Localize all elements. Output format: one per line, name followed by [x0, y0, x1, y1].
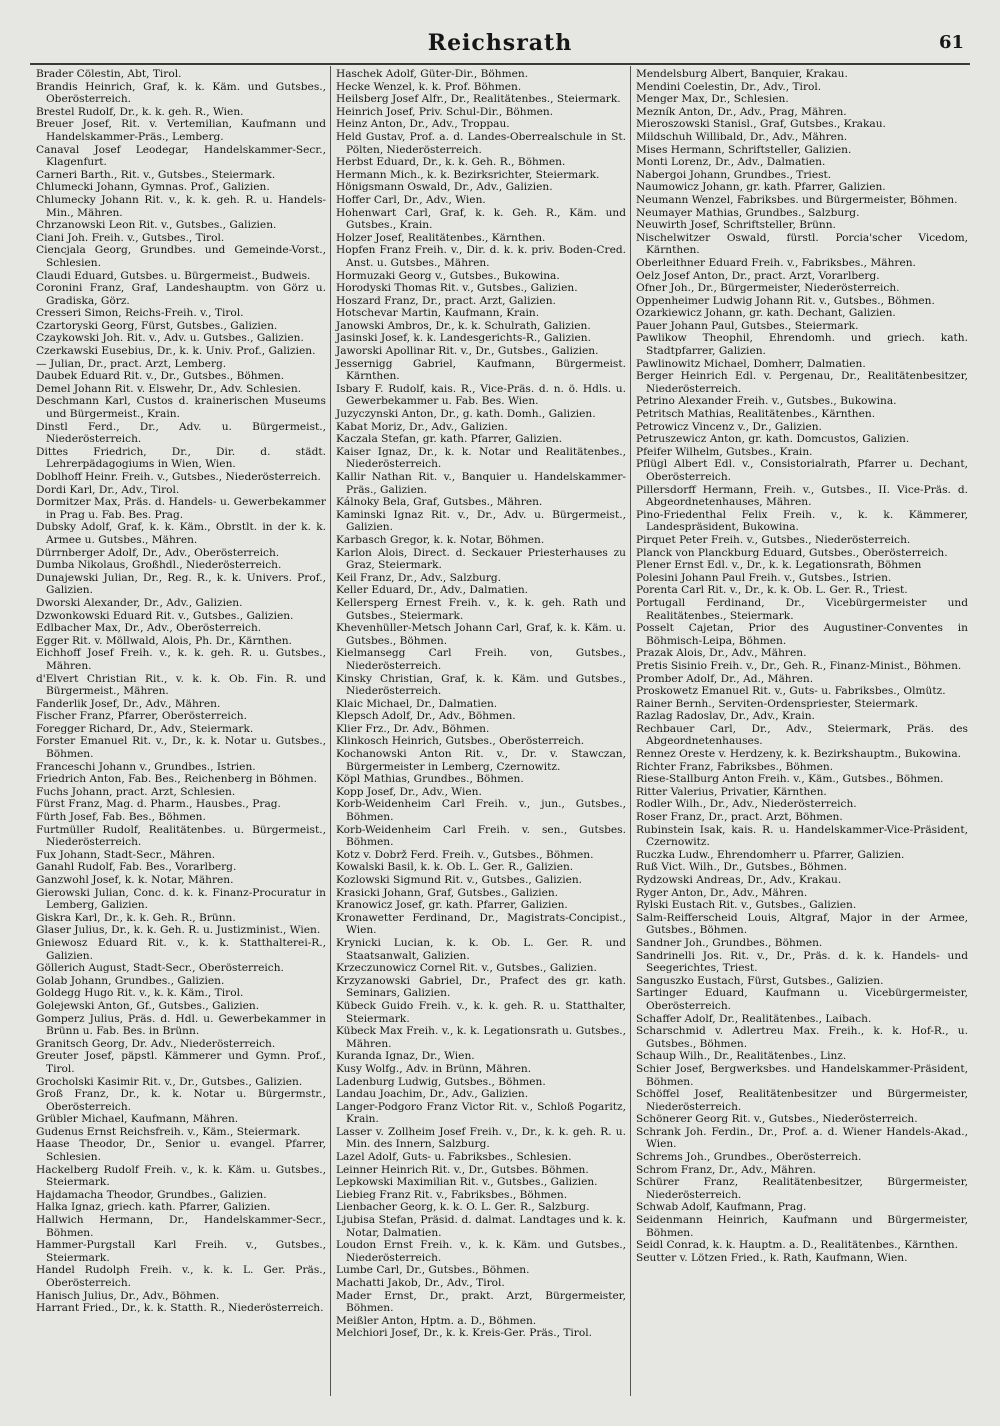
- directory-entry: Dumba Nikolaus, Großhdl., Niederösterreich.: [36, 559, 282, 572]
- directory-entry: Kusy Wolfg., Adv. in Brünn, Mähren.: [336, 1062, 532, 1075]
- directory-entry: Schaffer Adolf, Dr., Realitätenbes., Laibach.: [636, 1012, 872, 1025]
- directory-entry: Kaiser Ignaz, Dr., k. k. Notar und Realitätenbes., Niederösterreich.: [336, 445, 626, 471]
- directory-entry: Harrant Fried., Dr., k. k. Statth. R., Niederösterreich.: [36, 1302, 324, 1315]
- directory-entry: Plener Ernst Edl. v., Dr., k. k. Legationsrath, Böhmen: [636, 559, 922, 572]
- directory-entry: Kallir Nathan Rit. v., Banquier u. Handelskammer-Präs., Galizien.: [336, 471, 626, 496]
- directory-entry: Golab Johann, Grundbes., Galizien.: [36, 974, 225, 987]
- page-title: Reichsrath: [427, 30, 573, 56]
- directory-entry: Kranowicz Josef, gr. kath. Pfarrer, Galizien.: [336, 899, 568, 912]
- directory-entry: Hönigsmann Oswald, Dr., Adv., Galizien.: [336, 181, 553, 194]
- directory-entry: Ryger Anton, Dr., Adv., Mähren.: [636, 886, 808, 899]
- directory-entry: Mises Hermann, Schriftsteller, Galizien.: [636, 143, 852, 156]
- directory-entry: Seidl Conrad, k. k. Hauptm. a. D., Realitätenbes., Kärnthen.: [636, 1239, 958, 1252]
- directory-entry: Kabat Moriz, Dr., Adv., Galizien.: [336, 420, 508, 433]
- directory-entry: Heinrich Josef, Priv. Schul-Dir., Böhmen.: [336, 105, 554, 118]
- directory-entry: Horodyski Thomas Rit. v., Gutsbes., Galizien.: [336, 282, 578, 295]
- directory-entry: Deschmann Karl, Custos d. krainerischen Museums und Bürgermeist., Krain.: [36, 395, 326, 421]
- directory-entry: Karlon Alois, Direct. d. Seckauer Priesterhauses zu Graz, Steiermark.: [336, 546, 626, 572]
- directory-entry: Oppenheimer Ludwig Johann Rit. v., Gutsbes., Böhmen.: [636, 294, 935, 307]
- directory-entry: Kopp Josef, Dr., Adv., Wien.: [336, 785, 482, 798]
- directory-entry: Kuranda Ignaz, Dr., Wien.: [336, 1050, 475, 1063]
- directory-entry: Petrino Alexander Freih. v., Gutsbes., Bukowina.: [636, 395, 897, 408]
- directory-entry: Sartinger Eduard, Kaufmann u. Vicebürgermeister, Oberösterreich.: [636, 987, 968, 1012]
- directory-entry: Dürrnberger Adolf, Dr., Adv., Oberösterreich.: [36, 546, 280, 559]
- directory-entry: Coronini Franz, Graf, Landeshauptm. von Görz u. Gradiska, Görz.: [36, 282, 326, 307]
- directory-entry: Edlbacher Max, Dr., Adv., Oberösterreich.: [36, 622, 262, 635]
- directory-entry: Fuchs Johann, pract. Arzt, Schlesien.: [36, 785, 236, 798]
- directory-entry: Klier Frz., Dr. Adv., Böhmen.: [336, 722, 490, 735]
- directory-entry: Khevenhüller-Metsch Johann Carl, Graf, k. k. Käm. u. Gutsbes., Böhmen.: [336, 622, 626, 647]
- directory-entry: Kaczala Stefan, gr. kath. Pfarrer, Galizien.: [336, 433, 563, 446]
- directory-entry: Ladenburg Ludwig, Gutsbes., Böhmen.: [336, 1075, 546, 1088]
- directory-entry: Klaic Michael, Dr., Dalmatien.: [336, 697, 498, 710]
- directory-entry: Kellersperg Ernest Freih. v., k. k. geh. Rath und Gutsbes., Steiermark.: [336, 596, 626, 622]
- directory-entry: Riese-Stallburg Anton Freih. v., Käm., Gutsbes., Böhmen.: [636, 773, 944, 786]
- directory-entry: Kowalski Basil, k. k. Ob. L. Ger. R., Galizien.: [336, 861, 574, 874]
- directory-entry: Chrzanowski Leon Rit. v., Gutsbes., Galizien.: [36, 219, 277, 232]
- directory-entry: Pillersdorff Hermann, Freih. v., Gutsbes., II. Vice-Präs. d. Abgeordnetenhauses, Mähren.: [636, 483, 968, 509]
- directory-entry: Pawlikow Theophil, Ehrendomh. und griech. kath. Stadtpfarrer, Galizien.: [636, 332, 968, 358]
- directory-entry: — Julian, Dr., pract. Arzt, Lemberg.: [36, 357, 227, 370]
- directory-entry: Claudi Eduard, Gutsbes. u. Bürgermeist., Budweis.: [36, 269, 311, 282]
- directory-entry: Furtmüller Rudolf, Realitätenbes. u. Bürgermeist., Niederösterreich.: [36, 823, 326, 849]
- directory-entry: Dinstl Ferd., Dr., Adv. u. Bürgermeist., Niederösterreich.: [36, 420, 326, 446]
- directory-entry: Rubinstein Isak, kais. R. u. Handelskammer-Vice-Präsident, Czernowitz.: [636, 823, 968, 849]
- directory-entry: Ruczka Ludw., Ehrendomherr u. Pfarrer, Galizien.: [636, 848, 905, 861]
- directory-entry: Lumbe Carl, Dr., Gutsbes., Böhmen.: [336, 1264, 530, 1277]
- directory-entry: Mezník Anton, Dr., Adv., Prag, Mähren.: [636, 105, 847, 118]
- directory-entry: Dormitzer Max, Präs. d. Handels- u. Gewerbekammer in Prag u. Fab. Bes. Prag.: [36, 496, 326, 521]
- directory-entry: Nabergoi Johann, Grundbes., Triest.: [636, 168, 832, 181]
- directory-entry: Landau Joachim, Dr., Adv., Galizien.: [336, 1088, 529, 1101]
- directory-entry: Kaminski Ignaz Rit. v., Dr., Adv. u. Bürgermeist., Galizien.: [336, 508, 626, 534]
- directory-entry: Schwab Adolf, Kaufmann, Prag.: [636, 1201, 807, 1214]
- directory-entry: Heinz Anton, Dr., Adv., Troppau.: [336, 118, 510, 131]
- directory-entry: Dworski Alexander, Dr., Adv., Galizien.: [36, 596, 243, 609]
- directory-entry: Brader Cölestin, Abt, Tirol.: [36, 68, 182, 80]
- directory-entry: Gudenus Ernst Reichsfreih. v., Käm., Steiermark.: [36, 1125, 301, 1138]
- directory-entry: Kronawetter Ferdinand, Dr., Magistrats-Concipist., Wien.: [336, 911, 626, 937]
- directory-entry: Roser Franz, Dr., pract. Arzt, Böhmen.: [636, 811, 843, 824]
- directory-entry: Hoffer Carl, Dr., Adv., Wien.: [336, 193, 486, 206]
- directory-entry: Dittes Friedrich, Dr., Dir. d. städt. Lehrerpädagogiums in Wien, Wien.: [36, 445, 326, 471]
- directory-entry: Neumann Wenzel, Fabriksbes. und Bürgermeister, Böhmen.: [636, 193, 958, 206]
- directory-entry: Kotz v. Dobrž Ferd. Freih. v., Gutsbes., Böhmen.: [336, 848, 594, 861]
- directory-entry: Ozarkiewicz Johann, gr. kath. Dechant, Galizien.: [636, 307, 896, 320]
- directory-entry: Ciencjala Georg, Grundbes. und Gemeinde-Vorst., Schlesien.: [36, 244, 326, 269]
- directory-entry: Klepsch Adolf, Dr., Adv., Böhmen.: [336, 710, 516, 723]
- directory-entry: Schrank Joh. Ferdin., Dr., Prof. a. d. Wiener Handels-Akad., Wien.: [636, 1125, 968, 1151]
- directory-entry: d'Elvert Christian Rit., v. k. k. Ob. Fin. R. und Bürgermeist., Mähren.: [36, 672, 326, 698]
- directory-entry: Forster Emanuel Rit. v., Dr., k. k. Notar u. Gutsbes., Böhmen.: [36, 735, 326, 761]
- directory-entry: Gomperz Julius, Präs. d. Hdl. u. Gewerbekammer in Brünn u. Fab. Bes. in Brünn.: [36, 1012, 326, 1038]
- directory-entry: Handel Rudolph Freih. v., k. k. L. Ger. Präs., Oberösterreich.: [36, 1264, 326, 1289]
- directory-entry: Leinner Heinrich Rit. v., Dr., Gutsbes. Böhmen.: [336, 1163, 589, 1176]
- directory-entry: Rennez Oreste v. Herdzeny, k. k. Bezirkshauptm., Bukowina.: [636, 748, 962, 761]
- directory-entry: Jessernigg Gabriel, Kaufmann, Bürgermeist. Kärnthen.: [336, 357, 626, 383]
- directory-entry: Greuter Josef, päpstl. Kämmerer und Gymn. Prof., Tirol.: [36, 1050, 326, 1075]
- directory-entry: Fischer Franz, Pfarrer, Oberösterreich.: [36, 710, 247, 723]
- directory-entry: Pawlinowitz Michael, Domherr, Dalmatien.: [636, 357, 866, 370]
- directory-entry: Rechbauer Carl, Dr., Adv., Steiermark, Präs. des Abgeordnetenhauses.: [636, 722, 968, 748]
- directory-entry: Schönerer Georg Rit. v., Gutsbes., Niederösterreich.: [636, 1113, 918, 1126]
- column-left: [30, 66, 330, 1406]
- directory-entry: Doblhoff Heinr. Freih. v., Gutsbes., Niederösterreich.: [36, 471, 321, 483]
- directory-entry: Mendini Coelestin, Dr., Adv., Tirol.: [636, 80, 822, 93]
- directory-entry: Schöffel Josef, Realitätenbesitzer und Bürgermeister, Niederösterreich.: [636, 1088, 968, 1113]
- directory-entry: Grocholski Kasimir Rit. v., Dr., Gutsbes., Galizien.: [36, 1075, 303, 1088]
- directory-entry: Pflügl Albert Edl. v., Consistorialrath, Pfarrer u. Dechant, Oberösterreich.: [636, 458, 968, 483]
- directory-entry: Sanguszko Eustach, Fürst, Gutsbes., Galizien.: [636, 974, 884, 987]
- directory-entry: Neumayer Mathias, Grundbes., Salzburg.: [636, 206, 860, 219]
- directory-entry: Golejewski Anton, Gf., Gutsbes., Galizien.: [36, 999, 260, 1012]
- directory-entry: Monti Lorenz, Dr., Adv., Dalmatien.: [636, 156, 826, 169]
- directory-entry: Meißler Anton, Hptm. a. D., Böhmen.: [336, 1314, 537, 1327]
- directory-entry: Jaworski Apollinar Rit. v., Dr., Gutsbes., Galizien.: [336, 345, 599, 358]
- directory-entry: Ljubisa Stefan, Präsid. d. dalmat. Landtages und k. k. Notar, Dalmatien.: [336, 1214, 626, 1239]
- directory-entry: Planck von Planckburg Eduard, Gutsbes., Oberösterreich.: [636, 546, 948, 559]
- directory-entry: Polesini Johann Paul Freih. v., Gutsbes., Istrien.: [636, 571, 892, 584]
- directory-entry: Kübeck Max Freih. v., k. k. Legationsrath u. Gutsbes., Mähren.: [336, 1025, 626, 1050]
- directory-entry: Cresseri Simon, Reichs-Freih. v., Tirol.: [36, 307, 244, 320]
- directory-entry: Groß Franz, Dr., k. k. Notar u. Bürgermstr., Oberösterreich.: [36, 1088, 326, 1113]
- directory-entry: Janowski Ambros, Dr., k. k. Schulrath, Galizien.: [336, 319, 591, 332]
- directory-entry: Hermann Mich., k. k. Bezirksrichter, Steiermark.: [336, 168, 600, 181]
- directory-entry: Seutter v. Lötzen Fried., k. Rath, Kaufmann, Wien.: [636, 1251, 908, 1264]
- directory-entry: Dunajewski Julian, Dr., Reg. R., k. k. Univers. Prof., Galizien.: [36, 571, 326, 597]
- directory-entry: Proskowetz Emanuel Rit. v., Guts- u. Fabriksbes., Olmütz.: [636, 685, 946, 698]
- directory-entry: Hotschevar Martin, Kaufmann, Krain.: [336, 307, 540, 320]
- directory-entry: Mendelsburg Albert, Banquier, Krakau.: [636, 68, 848, 80]
- directory-entry: Czerkawski Eusebius, Dr., k. k. Univ. Prof., Galizien.: [36, 345, 316, 358]
- directory-entry: Jasinski Josef, k. k. Landesgerichts-R., Galizien.: [336, 332, 591, 345]
- directory-entry: Breuer Josef, Rit. v. Vertemilian, Kaufmann und Handelskammer-Präs., Lemberg.: [36, 118, 326, 143]
- directory-entry: Richter Franz, Fabriksbes., Böhmen.: [636, 760, 834, 773]
- directory-entry: Keller Eduard, Dr., Adv., Dalmatien.: [336, 584, 529, 597]
- directory-entry: Eichhoff Josef Freih. v., k. k. geh. R. u. Gutsbes., Mähren.: [36, 647, 326, 672]
- directory-entry: Köpl Mathias, Grundbes., Böhmen.: [336, 773, 524, 786]
- directory-entry: Schrom Franz, Dr., Adv., Mähren.: [636, 1163, 817, 1176]
- directory-entry: Chlumecky Johann Rit. v., k. k. geh. R. u. Handels-Min., Mähren.: [36, 193, 326, 219]
- directory-entry: Klinkosch Heinrich, Gutsbes., Oberösterreich.: [336, 735, 585, 748]
- directory-entry: Gniewosz Eduard Rit. v., k. k. Statthalterei-R., Galizien.: [36, 936, 326, 962]
- directory-entry: Canaval Josef Leodegar, Handelskammer-Secr., Klagenfurt.: [36, 143, 326, 169]
- directory-entry: Heilsberg Josef Alfr., Dr., Realitätenbes., Steiermark.: [336, 93, 621, 106]
- directory-entry: Sandner Joh., Grundbes., Böhmen.: [636, 936, 823, 949]
- directory-entry: Keil Franz, Dr., Adv., Salzburg.: [336, 571, 502, 584]
- directory-entry: Scharschmid v. Adlertreu Max. Freih., k. k. Hof-R., u. Gutsbes., Böhmen.: [636, 1025, 968, 1050]
- directory-entry: Halka Ignaz, griech. kath. Pfarrer, Galizien.: [36, 1201, 271, 1214]
- directory-entry: Foregger Richard, Dr., Adv., Steiermark.: [36, 722, 254, 735]
- directory-entry: Goldegg Hugo Rit. v., k. k. Käm., Tirol.: [36, 987, 244, 1000]
- directory-entry: Fürst Franz, Mag. d. Pharm., Hausbes., Prag.: [36, 798, 281, 811]
- directory-entry: Haase Theodor, Dr., Senior u. evangel. Pfarrer, Schlesien.: [36, 1138, 326, 1164]
- directory-entry: Hanisch Julius, Dr., Adv., Böhmen.: [36, 1289, 220, 1302]
- directory-entry: Hohenwart Carl, Graf, k. k. Geh. R., Käm. und Gutsbes., Krain.: [336, 206, 626, 232]
- directory-entry: Ciani Joh. Freih. v., Gutsbes., Tirol.: [36, 231, 225, 244]
- directory-entry: Hopfen Franz Freih. v., Dir. d. k. k. priv. Boden-Cred. Anst. u. Gutsbes., Mähren.: [336, 244, 626, 269]
- directory-entry: Hormuzaki Georg v., Gutsbes., Bukowina.: [336, 269, 560, 282]
- directory-entry: Menger Max, Dr., Schlesien.: [636, 93, 789, 106]
- directory-entry: Schrems Joh., Grundbes., Oberösterreich.: [636, 1151, 862, 1164]
- column-right: [630, 66, 972, 1406]
- directory-entry: Juzyczynski Anton, Dr., g. kath. Domh., Galizien.: [336, 408, 596, 421]
- directory-entry: Petrowicz Vincenz v., Dr., Galizien.: [636, 420, 822, 433]
- directory-entry: Krynicki Lucian, k. k. Ob. L. Ger. R. und Staatsanwalt, Galizien.: [336, 936, 626, 962]
- directory-entry: Hammer-Purgstall Karl Freih. v., Gutsbes., Steiermark.: [36, 1239, 326, 1264]
- directory-entry: Krzyzanowski Gabriel, Dr., Prafect des gr. kath. Seminars, Galizien.: [336, 974, 626, 1000]
- directory-entry: Mildschuh Willibald, Dr., Adv., Mähren.: [636, 130, 848, 143]
- directory-entry: Portugall Ferdinand, Dr., Vicebürgermeister und Realitätenbes., Steiermark.: [636, 596, 968, 622]
- directory-entry: Rydzowski Andreas, Dr., Adv., Krakau.: [636, 874, 842, 886]
- directory-entry: Kübeck Guido Freih. v., k. k. geh. R. u. Statthalter, Steiermark.: [336, 999, 626, 1025]
- directory-entry: Korb-Weidenheim Carl Freih. v. sen., Gutsbes. Böhmen.: [336, 823, 626, 849]
- directory-entry: Pauer Johann Paul, Gutsbes., Steiermark.: [636, 319, 859, 332]
- directory-entry: Petruszewicz Anton, gr. kath. Domcustos, Galizien.: [636, 433, 910, 446]
- directory-entry: Loudon Ernst Freih. v., k. k. Käm. und Gutsbes., Niederösterreich.: [336, 1239, 626, 1264]
- directory-entry: Dzwonkowski Eduard Rit. v., Gutsbes., Galizien.: [36, 609, 294, 622]
- directory-entry: Hecke Wenzel, k. k. Prof. Böhmen.: [336, 80, 522, 93]
- directory-entry: Franceschi Johann v., Grundbes., Istrien.: [36, 760, 256, 773]
- directory-entry: Fürth Josef, Fab. Bes., Böhmen.: [36, 811, 206, 824]
- directory-entry: Petritsch Mathias, Realitätenbes., Kärnthen.: [636, 408, 876, 421]
- directory-entry: Krasicki Johann, Graf, Gutsbes., Galizien.: [336, 886, 559, 899]
- directory-entry: Ganahl Rudolf, Fab. Bes., Vorarlberg.: [36, 861, 237, 874]
- directory-entry: Oberleithner Eduard Freih. v., Fabriksbes., Mähren.: [636, 256, 916, 269]
- directory-entry: Mieroszowski Stanisl., Graf, Gutsbes., Krakau.: [636, 118, 886, 131]
- directory-entry: Ritter Valerius, Privatier, Kärnthen.: [636, 785, 827, 798]
- directory-entry: Fux Johann, Stadt-Secr., Mähren.: [36, 848, 216, 861]
- directory-entry: Pfeifer Wilhelm, Gutsbes., Krain.: [636, 445, 813, 458]
- directory-entry: Salm-Reifferscheid Louis, Altgraf, Major in der Armee, Gutsbes., Böhmen.: [636, 911, 968, 937]
- directory-entry: Dubsky Adolf, Graf, k. k. Käm., Obrstlt. in der k. k. Armee u. Gutsbes., Mähren.: [36, 521, 326, 546]
- directory-entry: Czaykowski Joh. Rit. v., Adv. u. Gutsbes., Galizien.: [36, 332, 304, 345]
- directory-entry: Brandis Heinrich, Graf, k. k. Käm. und Gutsbes., Oberösterreich.: [36, 80, 326, 106]
- directory-entry: Held Gustav, Prof. a. d. Landes-Oberrealschule in St. Pölten, Niederösterreich.: [336, 130, 626, 156]
- directory-entry: Machatti Jakob, Dr., Adv., Tirol.: [336, 1277, 505, 1289]
- directory-entry: Krzeczunowicz Cornel Rit. v., Gutsbes., Galizien.: [336, 962, 597, 975]
- directory-entry: Kinsky Christian, Graf, k. k. Käm. und Gutsbes., Niederösterreich.: [336, 672, 626, 698]
- directory-entry: Posselt Cajetan, Prior des Augustiner-Conventes in Böhmisch-Leipa, Böhmen.: [636, 622, 968, 647]
- directory-entry: Razlag Radoslav, Dr., Adv., Krain.: [636, 710, 815, 723]
- directory-entry: Carneri Barth., Rit. v., Gutsbes., Steiermark.: [36, 168, 276, 181]
- directory-entry: Fanderlik Josef, Dr., Adv., Mähren.: [36, 697, 221, 710]
- directory-entry: Kálnoky Bela, Graf, Gutsbes., Mähren.: [336, 496, 543, 509]
- directory-entry: Porenta Carl Rit. v., Dr., k. k. Ob. L. Ger. R., Triest.: [636, 584, 908, 597]
- directory-entry: Naumowicz Johann, gr. kath. Pfarrer, Galizien.: [636, 181, 886, 194]
- directory-entry: Kochanowski Anton Rit. v., Dr. v. Stawczan, Bürgermeister in Lemberg, Czernowitz.: [336, 748, 626, 773]
- directory-entry: Egger Rit. v. Möllwald, Alois, Ph. Dr., Kärnthen.: [36, 634, 292, 647]
- directory-entry: Czartoryski Georg, Fürst, Gutsbes., Galizien.: [36, 319, 278, 332]
- directory-entry: Oelz Josef Anton, Dr., pract. Arzt, Vorarlberg.: [636, 269, 880, 282]
- directory-entry: Prazak Alois, Dr., Adv., Mähren.: [636, 647, 807, 660]
- directory-entry: Pino-Friedenthal Felix Freih. v., k. k. Kämmerer, Landespräsident, Bukowina.: [636, 508, 968, 534]
- directory-entry: Schaup Wilh., Dr., Realitätenbes., Linz.: [636, 1050, 847, 1063]
- directory-entry: Grübler Michael, Kaufmann, Mähren.: [36, 1113, 239, 1126]
- directory-entry: Melchiori Josef, Dr., k. k. Kreis-Ger. Präs., Tirol.: [336, 1327, 592, 1340]
- directory-entry: Gierowski Julian, Conc. d. k. k. Finanz-Procuratur in Lemberg, Galizien.: [36, 886, 326, 912]
- directory-entry: Rodler Wilh., Dr., Adv., Niederösterreich.: [636, 798, 857, 811]
- directory-entry: Brestel Rudolf, Dr., k. k. geh. R., Wien.: [36, 105, 244, 118]
- directory-entry: Pirquet Peter Freih. v., Gutsbes., Niederösterreich.: [636, 533, 911, 546]
- directory-entry: Lienbacher Georg, k. k. O. L. Ger. R., Salzburg.: [336, 1201, 590, 1214]
- directory-entry: Lepkowski Maximilian Rit. v., Gutsbes., Galizien.: [336, 1176, 598, 1189]
- directory-entry: Kielmansegg Carl Freih. von, Gutsbes., Niederösterreich.: [336, 647, 626, 672]
- directory-entry: Herbst Eduard, Dr., k. k. Geh. R., Böhmen.: [336, 156, 566, 169]
- directory-entry: Rainer Bernh., Serviten-Ordenspriester, Steiermark.: [636, 697, 919, 710]
- directory-entry: Karbasch Gregor, k. k. Notar, Böhmen.: [336, 533, 545, 546]
- directory-entry: Giskra Karl, Dr., k. k. Geh. R., Brünn.: [36, 911, 236, 924]
- directory-entry: Ruß Vict. Wilh., Dr., Gutsbes., Böhmen.: [636, 861, 847, 874]
- directory-entry: Ganzwohl Josef, k. k. Notar, Mähren.: [36, 874, 234, 886]
- directory-entry: Hackelberg Rudolf Freih. v., k. k. Käm. u. Gutsbes., Steiermark.: [36, 1163, 326, 1189]
- header-rule: [30, 63, 970, 65]
- directory-entry: Holzer Josef, Realitätenbes., Kärnthen.: [336, 231, 546, 244]
- directory-entry: Isbary F. Rudolf, kais. R., Vice-Präs. d. n. ö. Hdls. u. Gewerbekammer u. Fab. Bes. Wien.: [336, 382, 626, 408]
- directory-entry: Friedrich Anton, Fab. Bes., Reichenberg in Böhmen.: [36, 773, 317, 786]
- directory-entry: Dordi Karl, Dr., Adv., Tirol.: [36, 483, 180, 496]
- directory-entry: Ofner Joh., Dr., Bürgermeister, Niederösterreich.: [636, 282, 900, 295]
- directory-entry: Korb-Weidenheim Carl Freih. v., jun., Gutsbes., Böhmen.: [336, 798, 626, 824]
- directory-entry: Chlumecki Johann, Gymnas. Prof., Galizien.: [36, 181, 270, 194]
- directory-entry: Lazel Adolf, Guts- u. Fabriksbes., Schlesien.: [336, 1151, 572, 1164]
- directory-entry: Lasser v. Zollheim Josef Freih. v., Dr., k. k. geh. R. u. Min. des Innern, Salzburg.: [336, 1125, 626, 1151]
- directory-entry: Pretis Sisinio Freih. v., Dr., Geh. R., Finanz-Minist., Böhmen.: [636, 659, 962, 672]
- column-middle: [330, 66, 630, 1406]
- directory-entry: Granitsch Georg, Dr. Adv., Niederösterreich.: [36, 1037, 276, 1050]
- directory-entry: Haschek Adolf, Güter-Dir., Böhmen.: [336, 68, 529, 80]
- directory-entry: Hallwich Hermann, Dr., Handelskammer-Secr., Böhmen.: [36, 1214, 326, 1239]
- directory-entry: Schier Josef, Bergwerksbes. und Handelskammer-Präsident, Böhmen.: [636, 1062, 968, 1088]
- directory-entry: Promber Adolf, Dr., Ad., Mähren.: [636, 672, 814, 685]
- directory-entry: Glaser Julius, Dr., k. k. Geh. R. u. Justizminist., Wien.: [36, 924, 321, 937]
- directory-entry: Demel Johann Rit. v. Elswehr, Dr., Adv. Schlesien.: [36, 382, 302, 395]
- directory-entry: Liebieg Franz Rit. v., Fabriksbes., Böhmen.: [336, 1188, 568, 1201]
- directory-entry: Daubek Eduard Rit. v., Dr., Gutsbes., Böhmen.: [36, 370, 285, 383]
- directory-entry: Berger Heinrich Edl. v. Pergenau, Dr., Realitätenbesitzer, Niederösterreich.: [636, 370, 968, 395]
- directory-entry: Schürer Franz, Realitätenbesitzer, Bürgermeister, Niederösterreich.: [636, 1176, 968, 1201]
- directory-entry: Hoszard Franz, Dr., pract. Arzt, Galizien.: [336, 294, 556, 307]
- directory-entry: Mader Ernst, Dr., prakt. Arzt, Bürgermeister, Böhmen.: [336, 1289, 626, 1315]
- directory-entry: Sandrinelli Jos. Rit. v., Dr., Präs. d. k. k. Handels- und Seegerichtes, Triest.: [636, 949, 968, 975]
- page-number: 61: [938, 32, 964, 53]
- directory-entry: Nischelwitzer Oswald, fürstl. Porcia'scher Vicedom, Kärnthen.: [636, 231, 968, 257]
- directory-entry: Kozlowski Sigmund Rit. v., Gutsbes., Galizien.: [336, 874, 583, 886]
- directory-entry: Göllerich August, Stadt-Secr., Oberösterreich.: [36, 962, 284, 975]
- directory-entry: Hajdamacha Theodor, Grundbes., Galizien.: [36, 1188, 267, 1201]
- directory-entry: Rylski Eustach Rit. v., Gutsbes., Galizien.: [636, 899, 857, 912]
- directory-entry: Langer-Podgoro Franz Victor Rit. v., Schloß Pogaritz, Krain.: [336, 1100, 626, 1126]
- directory-entry: Neuwirth Josef, Schriftsteller, Brünn.: [636, 219, 836, 232]
- directory-entry: Seidenmann Heinrich, Kaufmann und Bürgermeister, Böhmen.: [636, 1214, 968, 1239]
